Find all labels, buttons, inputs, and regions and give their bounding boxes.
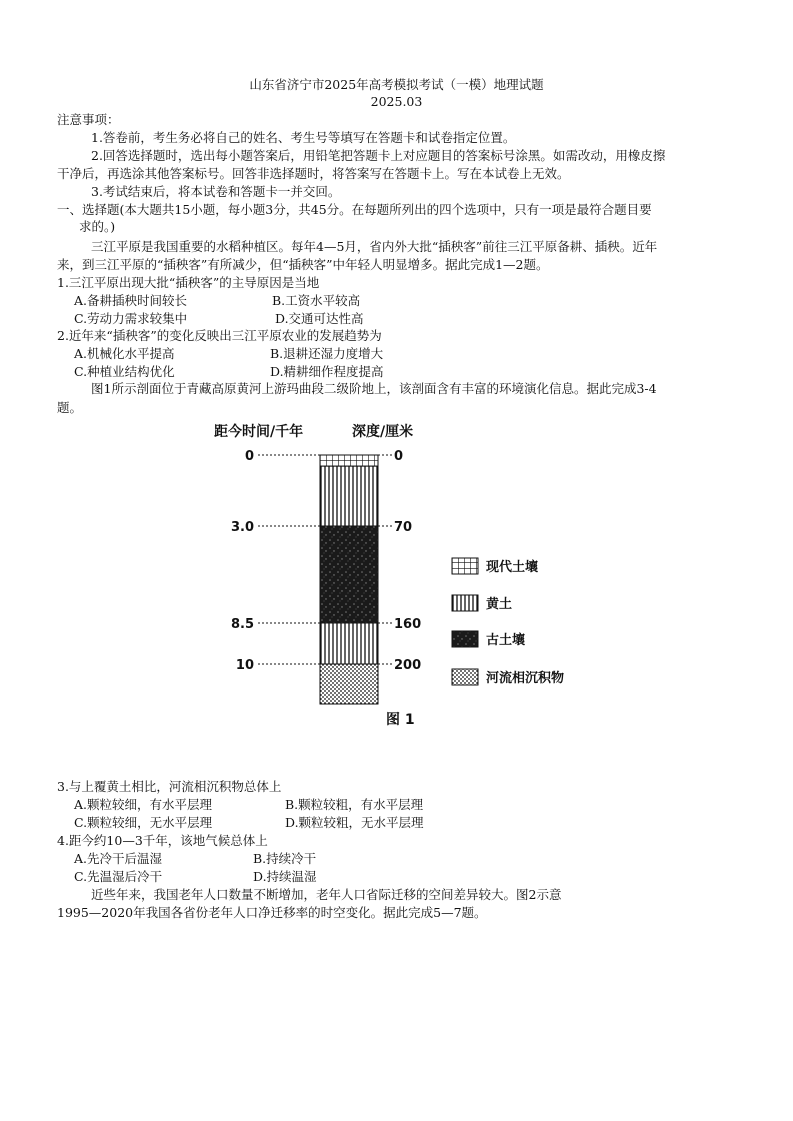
profile-column bbox=[320, 455, 378, 704]
time-tick-label-1: 0 bbox=[244, 449, 254, 464]
soil-profile-diagram bbox=[200, 418, 600, 733]
section-heading-cont: 求的。) bbox=[79, 219, 116, 234]
legend-label-paleosol: 古土壤 bbox=[486, 633, 526, 648]
passage-1-line-2: 来，到三江平原的“插秧客”有所减少，但“插秧客”中年轻人明显增多。据此完成1—2题。 bbox=[57, 257, 549, 272]
passage-3-line-2: 1995—2020年我国各省份老年人口净迁移率的时空变化。据此完成5—7题。 bbox=[57, 905, 487, 920]
passage-2-line-2: 题。 bbox=[57, 400, 83, 415]
profile-layer-1 bbox=[320, 455, 378, 466]
question-2-option-a[interactable]: A.机械化水平提高 bbox=[74, 346, 175, 361]
question-3-option-a[interactable]: A.颗粒较细，有水平层理 bbox=[74, 797, 213, 812]
question-3-option-b[interactable]: B.颗粒较粗，有水平层理 bbox=[285, 797, 424, 812]
legend-label-modern-soil: 现代土壤 bbox=[486, 560, 539, 575]
section-heading: 一、选择题(本大题共15小题，每小题3分，共45分。在每题所列出的四个选项中，只有一项是最符合题目要 bbox=[57, 202, 652, 217]
notice-heading: 注意事项： bbox=[57, 112, 120, 127]
figure-1 bbox=[200, 418, 600, 733]
figure-caption: 图 1 bbox=[386, 712, 415, 728]
time-tick-label-4: 10 bbox=[235, 658, 254, 673]
legend-swatch-modern-soil bbox=[452, 558, 478, 574]
question-3-option-d[interactable]: D.颗粒较粗，无水平层理 bbox=[285, 815, 424, 830]
legend-label-fluvial: 河流相沉积物 bbox=[486, 671, 565, 686]
profile-layer-5 bbox=[320, 664, 378, 704]
question-3-option-c[interactable]: C.颗粒较细，无水平层理 bbox=[74, 815, 213, 830]
question-4-option-d[interactable]: D.持续温湿 bbox=[253, 869, 317, 884]
depth-tick-label-1: 0 bbox=[394, 449, 404, 464]
depth-tick-label-4: 200 bbox=[394, 658, 422, 673]
question-1-option-d[interactable]: D.交通可达性高 bbox=[275, 311, 364, 326]
right-axis-header: 深度/厘米 bbox=[352, 424, 414, 440]
legend-label-loess: 黄土 bbox=[486, 597, 513, 612]
exam-date: 2025.03 bbox=[370, 94, 423, 109]
legend bbox=[452, 558, 564, 686]
profile-layer-4 bbox=[320, 623, 378, 664]
question-4-stem: 4.距今约10—3千年，该地气候总体上 bbox=[57, 833, 268, 848]
question-4-option-a[interactable]: A.先冷干后温湿 bbox=[74, 851, 163, 866]
legend-swatch-loess bbox=[452, 595, 478, 611]
question-1-option-b[interactable]: B.工资水平较高 bbox=[272, 293, 361, 308]
passage-1-line-1: 三江平原是我国重要的水稻种植区。每年4—5月，省内外大批“插秧客”前往三江平原备耕、插秧。近年 bbox=[91, 239, 658, 254]
notice-item-1: 1.答卷前，考生务必将自己的姓名、考生号等填写在答题卡和试卷指定位置。 bbox=[91, 130, 516, 145]
time-tick-label-2: 3.0 bbox=[230, 520, 254, 535]
question-1-option-a[interactable]: A.备耕插秧时间较长 bbox=[74, 293, 188, 308]
question-2-option-d[interactable]: D.精耕细作程度提高 bbox=[270, 364, 384, 379]
question-2-option-b[interactable]: B.退耕还湿力度增大 bbox=[270, 346, 384, 361]
legend-swatch-fluvial bbox=[452, 669, 478, 685]
profile-layer-3 bbox=[320, 526, 378, 623]
legend-swatch-paleosol bbox=[452, 631, 478, 647]
time-tick-label-3: 8.5 bbox=[230, 617, 254, 632]
question-2-option-c[interactable]: C.种植业结构优化 bbox=[74, 364, 175, 379]
question-3-stem: 3.与上覆黄土相比，河流相沉积物总体上 bbox=[57, 779, 282, 794]
depth-tick-label-2: 70 bbox=[394, 520, 413, 535]
left-axis-header: 距今时间/千年 bbox=[214, 424, 304, 440]
question-4-option-b[interactable]: B.持续冷干 bbox=[253, 851, 317, 866]
passage-2-line-1: 图1所示剖面位于青藏高原黄河上游玛曲段二级阶地上，该剖面含有丰富的环境演化信息。据此完成3-4 bbox=[91, 381, 657, 396]
profile-layer-2 bbox=[320, 466, 378, 526]
page-title: 山东省济宁市2025年高考模拟考试（一模）地理试题 bbox=[249, 77, 544, 92]
question-1-option-c[interactable]: C.劳动力需求较集中 bbox=[74, 311, 188, 326]
depth-tick-label-3: 160 bbox=[394, 617, 422, 632]
question-2-stem: 2.近年来“插秧客”的变化反映出三江平原农业的发展趋势为 bbox=[57, 328, 382, 343]
question-4-option-c[interactable]: C.先温湿后冷干 bbox=[74, 869, 163, 884]
passage-3-line-1: 近些年来，我国老年人口数量不断增加，老年人口省际迁移的空间差异较大。图2示意 bbox=[91, 887, 562, 902]
notice-item-2: 2.回答选择题时，选出每小题答案后，用铅笔把答题卡上对应题目的答案标号涂黑。如需改动，用橡皮擦 bbox=[91, 148, 666, 163]
notice-item-3: 3.考试结束后，将本试卷和答题卡一并交回。 bbox=[91, 184, 341, 199]
question-1-stem: 1.三江平原出现大批“插秧客”的主导原因是当地 bbox=[57, 275, 320, 290]
notice-item-2-cont: 干净后，再选涂其他答案标号。回答非选择题时，将答案写在答题卡上。写在本试卷上无效。 bbox=[57, 166, 570, 181]
